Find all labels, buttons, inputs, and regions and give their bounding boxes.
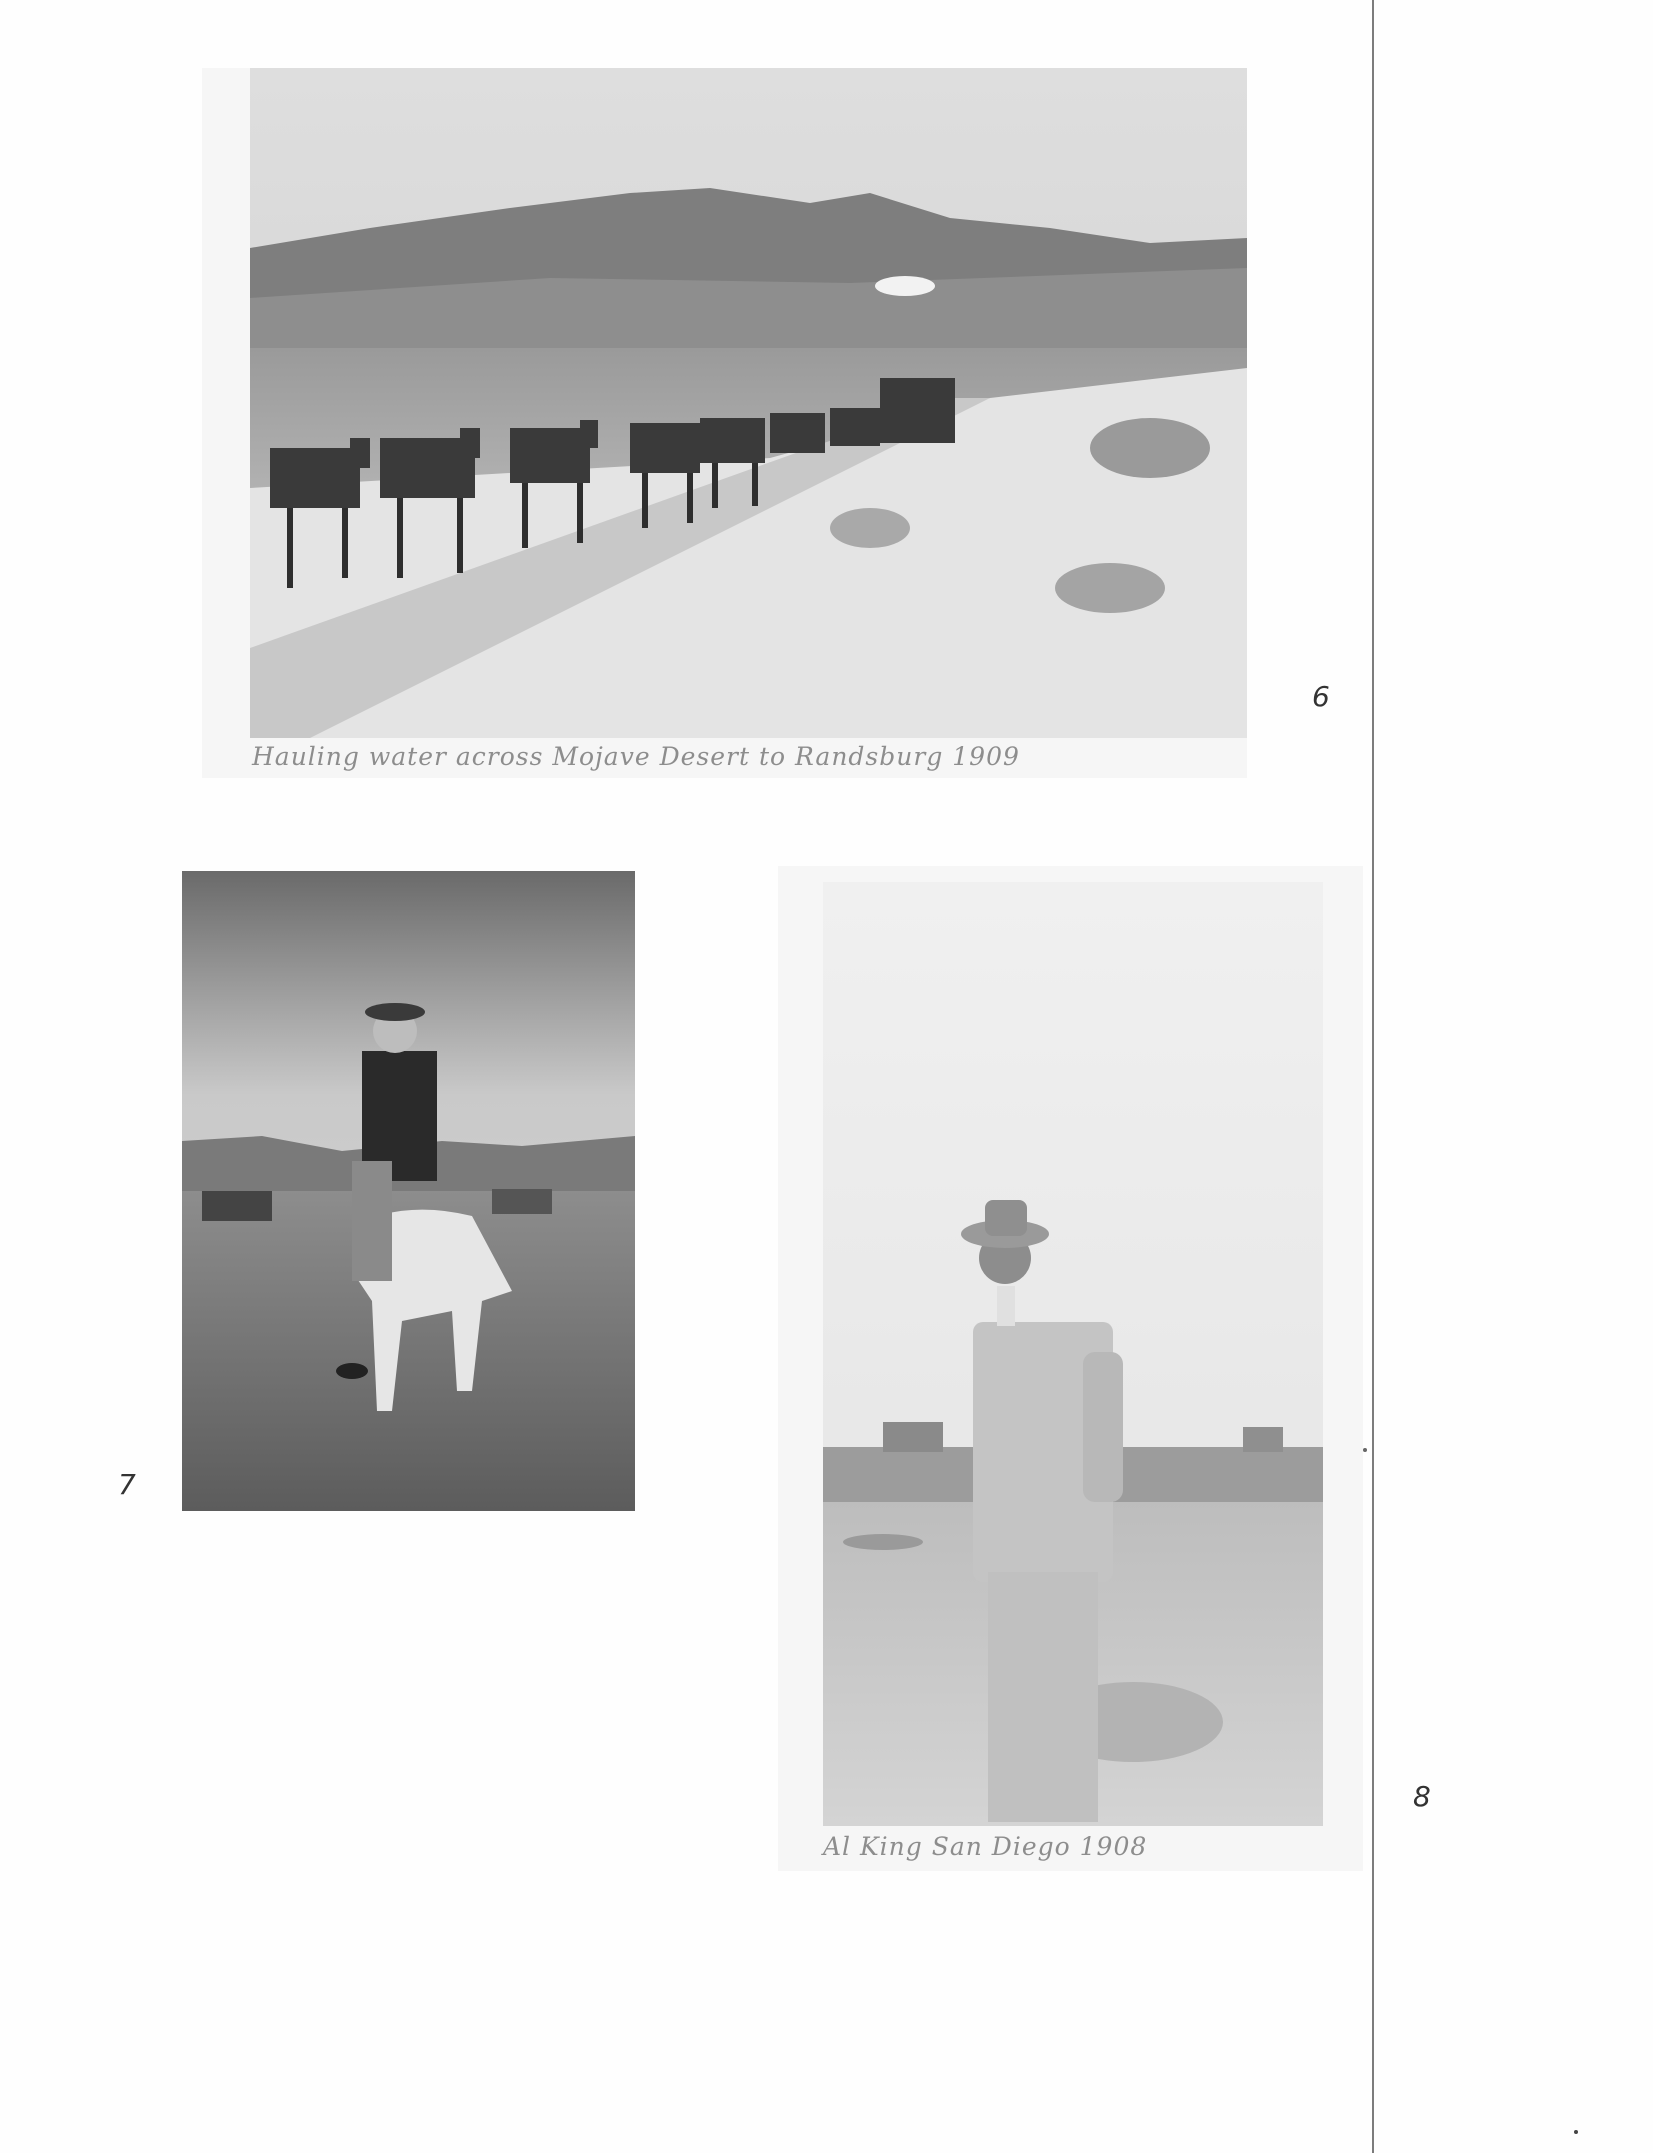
photo-7-number: 7 <box>118 1468 136 1501</box>
photo-man-on-donkey <box>182 871 635 1511</box>
photo-8-number: 8 <box>1413 1780 1431 1813</box>
photo-al-king <box>823 882 1323 1826</box>
photo-6-number: 6 <box>1312 680 1330 713</box>
photo-mule-team <box>250 68 1247 738</box>
photo-6-caption: Hauling water across Mojave Desert to Randsburg 1909 <box>252 742 1020 771</box>
photo-8-caption: Al King San Diego 1908 <box>823 1832 1148 1861</box>
page-margin-rule <box>1372 0 1374 2153</box>
margin-mark <box>1363 1448 1367 1452</box>
paper-speck <box>1574 2130 1578 2134</box>
